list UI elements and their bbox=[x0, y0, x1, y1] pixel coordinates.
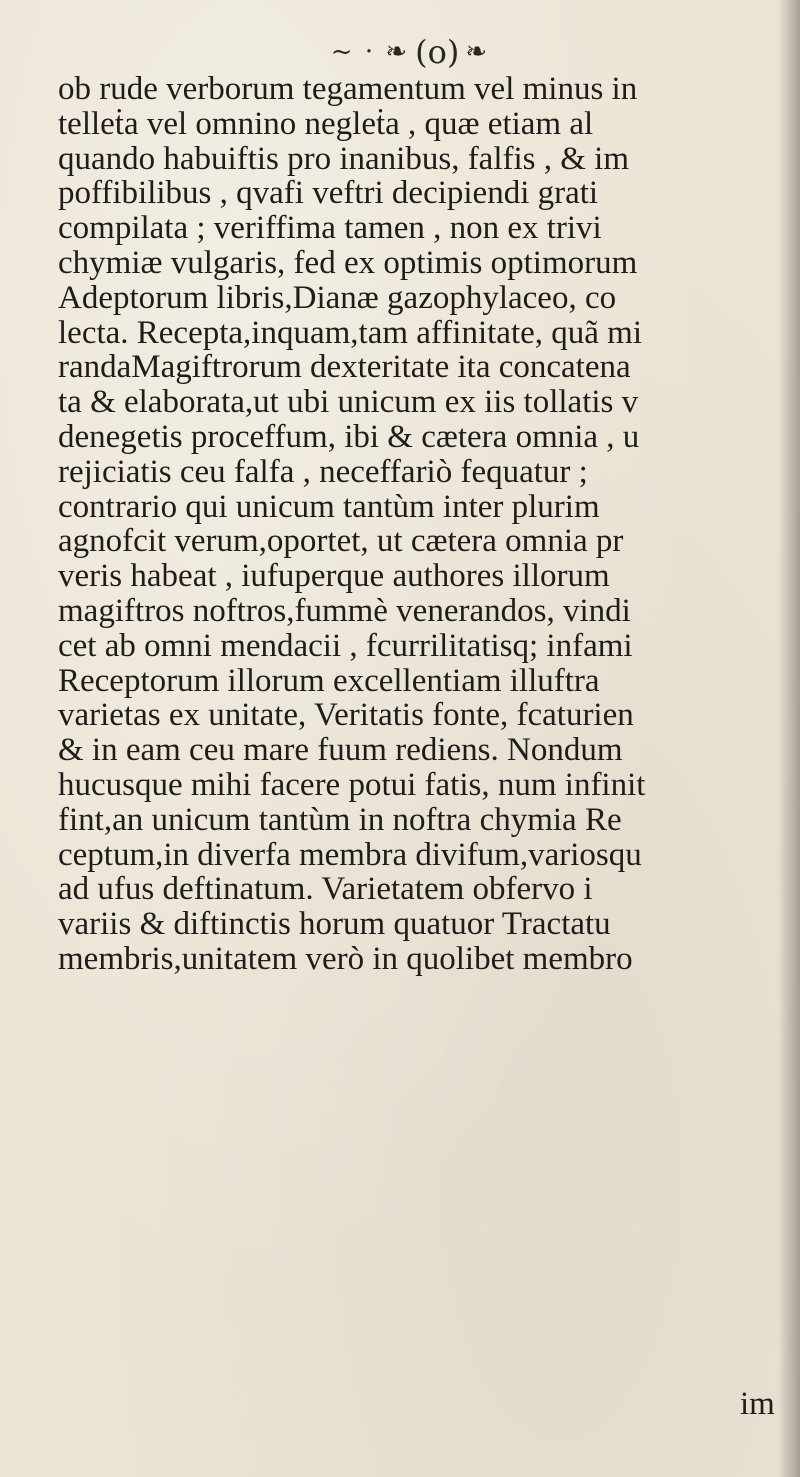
text-line: veris habeat , iufuperque authores illorum bbox=[58, 559, 610, 594]
text-line: cet ab omni mendacii , fcurrilitatisq; infami bbox=[58, 628, 633, 664]
text-line: ceptum,in diverfa membra divifum,variosqu bbox=[58, 837, 642, 873]
body-text bbox=[58, 72, 800, 977]
text-line: contrario qui unicum tantùm inter plurim bbox=[58, 489, 600, 525]
page-number-mark: (o) bbox=[415, 33, 460, 71]
text-line: fint,an unicum tantùm in noftra chymia Re bbox=[58, 802, 622, 838]
text-line: varietas ex unitate, Veritatis fonte, fcaturien bbox=[58, 698, 634, 734]
text-line: ad ufus deftinatum. Varietatem obfervo i bbox=[58, 872, 593, 908]
text-line: randaMagiftrorum dexteritate ita concatena bbox=[58, 350, 631, 386]
text-line: membris,unitatem verò in quolibet membro bbox=[58, 941, 633, 977]
text-line: lecta. Recepta,inquam,tam affinitate, quã mi bbox=[58, 315, 642, 351]
text-line: ob rude verborum tegamentum vel minus in bbox=[58, 72, 638, 107]
text-line: ta & elaborata,ut ubi unicum ex iis tollatis v bbox=[58, 385, 639, 420]
text-line: telleṫa vel omnino negleṫa , quæ etiam al bbox=[58, 106, 594, 142]
text-line: denegetis proceffum, ibi & cætera omnia , u bbox=[58, 419, 640, 455]
text-line: quando habuiftis pro inanibus, falfis , & im bbox=[58, 141, 630, 177]
text-line: magiftros noftros,fummè venerandos, vindi bbox=[58, 593, 631, 629]
text-line: & in eam ceu mare fuum rediens. Nondum bbox=[58, 733, 623, 768]
text-line: compilata ; veriffima tamen , non ex trivi bbox=[58, 211, 602, 246]
text-line: hucusque mihi facere potui fatis, num infinit bbox=[58, 767, 646, 803]
text-line: poffibilibus , qvafi veftri decipiendi grati bbox=[58, 176, 599, 212]
header-ornament-right: ❧ bbox=[465, 37, 490, 67]
header-ornament-left: ~ · ❧ bbox=[330, 37, 410, 67]
text-line: chymiæ vulgaris, fed ex optimis optimorum bbox=[58, 245, 638, 281]
text-line: variis & diftinctis horum quatuor Tractatu bbox=[58, 907, 611, 942]
text-line: rejiciatis ceu falfa , neceffariò fequatur ; bbox=[58, 454, 588, 490]
catchword: im bbox=[740, 1386, 775, 1422]
text-line: Receptorum illorum excellentiam illuftra bbox=[58, 663, 600, 699]
text-line: Adeptorum libris,Dianæ gazophylaceo, co bbox=[58, 280, 617, 316]
text-line: agnofcit verum,oportet, ut cætera omnia pr bbox=[58, 524, 624, 560]
